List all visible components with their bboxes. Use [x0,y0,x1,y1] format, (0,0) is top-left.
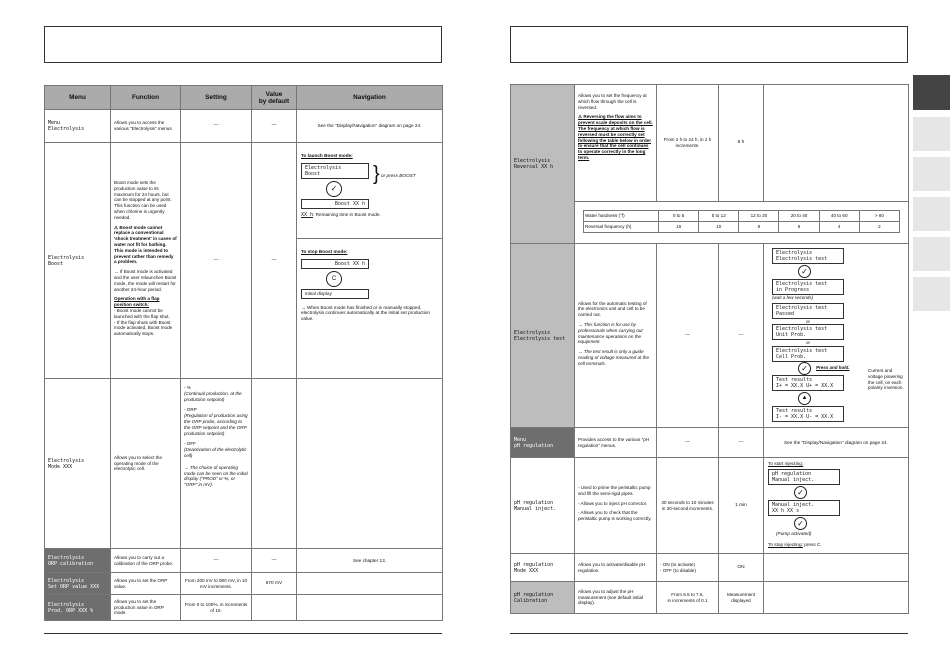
side-tab[interactable] [913,277,950,311]
hardness-label: Water hardness (°f) [584,211,659,222]
menu-cell: pH regulation Mode XXX [511,554,575,582]
navigation-cell: See the "Display/Navigation" diagram on page 24. [764,428,909,458]
navigation-cell: See chapter 13. [297,549,443,573]
lcd-test-in-progress: Electrolysis test in Progress [772,279,844,295]
table-row [45,379,443,549]
right-footer-line [510,633,908,634]
inject-corrector: - Allows you to inject pH corrector. [578,500,648,506]
test-note-guide: → The test result is only a guide reading of voltage measured at the cell terminals. [578,349,649,366]
ok-button-icon[interactable]: ✓ [794,517,807,530]
boost-warning: ⚠ Boost mode cannot replace a conventional 'shock treatment' in cases of water not fit for bathing. This mode is intended to prevent rather than remedy a problem. [114,224,177,265]
setting-cell: From 0 to 100%, in increments of 10. [181,595,252,621]
flap-note-b: - If the flap shuts with Boost mode activated, Boost mode automatically stops. [114,319,173,337]
col-function-header: Function [111,86,181,110]
ok-button-icon[interactable]: ✓ [798,265,811,278]
setting-cell: — [657,244,719,428]
function-cell [575,244,657,428]
frequency-value: 2 [859,222,899,233]
menu-cell: Electrolysis Boost [45,143,111,379]
lcd-test-results-minus: Test results I- = XX.X U- = XX.X [772,406,844,422]
initial-display-box: Initial display [301,289,369,299]
hardness-value: > 60 [859,211,899,222]
menu-cell: Electrolysis Mode XXX [45,379,111,549]
table-row [511,458,909,554]
test-desc: Allows for the automatic testing of the electronics unit and cell to be carried out. [578,300,647,318]
flap-note-a: - Boost mode cannot be launched with the flap shut. [114,307,170,319]
lcd-cell-prob: Electrolysis test Cell Prob. [772,346,844,362]
side-tab-active[interactable] [913,75,950,110]
current-voltage-note: Current and voltage powering the cell, on each polarity inversion. [868,368,904,391]
ok-button-icon[interactable]: ✓ [326,181,342,197]
ok-button-icon[interactable]: ✓ [794,486,807,499]
wait-note: (wait a few seconds) [772,295,814,300]
value-cell: — [719,244,764,428]
mode-orp-desc: (Regulation of production using the ORP probe, according to the ORP setpoint and the ORP production setpoint) [184,413,248,436]
frequency-label: Reversal frequency (h) [584,222,659,233]
navigation-cell [764,244,909,428]
table-row [511,428,909,458]
function-cell: Allows you to set the production value in ORP mode. [111,595,181,621]
right-menu-table [510,84,909,614]
remaining-code: XX h [301,211,314,218]
or-label: or [805,340,810,345]
table-row [511,244,909,428]
mode-pct: - % [184,385,191,390]
function-cell: Allows you to carry out a calibration of the ORP probe. [111,549,181,573]
value-cell: 1 min [719,458,764,554]
boost-finished-note: → When Boost mode has finished or is manually stopped, electrolysis continues automatically at the initial set production value. [301,304,430,322]
value-cell: 6 h [719,85,764,202]
up-arrow-icon[interactable]: ▲ [798,392,811,405]
table-row [511,554,909,582]
function-cell: Allows you to set the ORP value. [111,573,181,595]
pump-activated: (Pump activated) [776,530,812,536]
setting-cell: From 200 mV to 900 mV, in 10 mV increments. [181,573,252,595]
hardness-value: 5 to 12 [699,211,739,222]
start-inject-title: To start injecting: [768,461,804,466]
left-menu-table [44,85,443,621]
cancel-c-button-icon[interactable]: C [326,271,342,287]
boost-relaunch-note: → If Boost mode is activated and the user relaunches Boost mode, the mode will restart for another 24-hour period. [114,269,177,292]
ok-button-icon[interactable]: ✓ [798,362,811,375]
menu-cell: Menu Electrolysis [45,110,111,143]
navigation-cell [764,554,909,582]
setting-cell: From 6.5 to 7.5, in increments of 0.1 [657,582,719,614]
menu-cell: Electrolysis ORP calibration [45,549,111,573]
function-cell: Allows you to activate/disable pH regulation. [575,554,657,582]
side-tab[interactable] [913,117,950,151]
col-value-header: Value by default [252,86,297,110]
function-cell [111,143,181,379]
table-row [511,582,909,614]
value-cell: ON [719,554,764,582]
stop-inject-text: press C. [802,541,822,547]
navigation-cell: To launch Boost mode: Electrolysis Boost or press BOOST } ✓ Boost XX h XX h: Remaining time in Boost mode. To stop Boost mode: Boost XX h C Initial display → When Boost mode has finished or is manually stopped, electrolysis continues automatically at the initial set production value. [297,143,443,379]
frequency-value: 6 [779,222,819,233]
remaining-note: : Remaining time in Boost mode. [313,211,381,217]
menu-cell: Electrolysis Reversal XX h [511,85,575,244]
col-menu-header: Menu [45,86,111,110]
lcd-manual-inject: pH regulation Manual inject. [768,469,840,485]
hardness-value: 40 to 60 [819,211,859,222]
frequency-value: 16 [659,222,699,233]
left-footer-line [44,633,442,634]
value-cell: — [719,428,764,458]
lcd-boost-hours: Boost XX h [301,199,369,209]
lcd-unit-prob: Electrolysis test Unit Prob. [772,324,844,340]
table-row [45,143,443,379]
menu-cell: Electrolysis Electrolysis test [511,244,575,428]
lcd-test-passed: Electrolysis test Passed [772,303,844,319]
side-tab[interactable] [913,237,950,271]
right-header-box [510,26,908,63]
setting-cell: 30 seconds to 10 minutes in 30-second increments. [657,458,719,554]
inject-prime: - Used to prime the peristaltic pump and fill the semi-rigid pipes. [578,485,651,496]
function-cell [575,85,657,202]
mode-note: → The choice of operating mode can be seen on the initial display ("PROD" or %, or "ORP" in mV). [184,464,248,488]
side-tab[interactable] [913,157,950,191]
menu-cell: pH regulation Calibration [511,582,575,614]
reversal-warning: ⚠ Reversing the flow aims to prevent scale deposits on the cell. The frequency at which flow is reversed must be correctly set following the table below in order to ensure that the cell continues to operate correctly in the long term. [578,114,653,160]
value-cell: 670 mV [252,573,297,595]
function-cell [575,458,657,554]
table-row [45,595,443,621]
stop-boost-title: To stop Boost mode: [301,249,348,254]
lcd-inject-timer: Manual inject. XX h XX s [768,500,840,516]
value-cell: — [252,549,297,573]
press-hold-label: Press and hold. [816,364,850,370]
hardness-table [583,210,900,233]
function-cell: Allows you to select the operating mode of the electrolytic cell. [111,379,181,549]
navigation-cell [297,595,443,621]
col-navigation-header: Navigation [297,86,443,110]
boost-desc: Boost mode sets the production value to its maximum for 24 hours, but can be stopped at any point. This function can be used when chlorine is urgently needed. [114,180,172,220]
mode-off-desc: (Deactivation of the electrolytic cell) [184,447,247,458]
hardness-cell [575,202,909,244]
lcd-boost-hours-stop: Boost XX h [301,259,369,269]
navigation-cell [764,458,909,554]
table-row [45,573,443,595]
menu-cell: Electrolysis Set ORP value XXX [45,573,111,595]
col-setting-header: Setting [181,86,252,110]
navigation-cell [764,582,909,614]
function-cell: Allows you to access the various "Electrolysis" menus. [111,110,181,143]
table-row [511,85,909,202]
navigation-cell [764,85,909,202]
mode-orp: - ORP [184,407,197,413]
stop-inject-title: To stop injecting: [768,541,803,547]
function-cell: Provides access to the various "pH regulation" menus. [575,428,657,458]
reversal-desc: Allows you to set the frequency at which flow through the cell is reversed. [578,93,647,110]
inject-check: - Allows you to check that the peristaltic pump is working correctly. [578,510,652,522]
hardness-value: 0 to 5 [659,211,699,222]
table-row [45,110,443,143]
frequency-value: 8 [739,222,779,233]
value-cell: — [252,143,297,379]
table-row [45,549,443,573]
setting-cell: — [181,143,252,379]
value-cell [252,379,297,549]
menu-cell: Electrolysis Prod. ORP XXX % [45,595,111,621]
lcd-electrolysis-boost: Electrolysis Boost [301,163,369,179]
navigation-cell: See the "Display/Navigation" diagram on page 24. [297,110,443,143]
frequency-value: 10 [699,222,739,233]
value-cell: Measurement displayed [719,582,764,614]
value-cell: — [252,110,297,143]
setting-cell [181,379,252,549]
flap-title: Operation with a flap position switch: [114,296,160,308]
menu-cell: pH regulation Manual inject. [511,458,575,554]
navigation-cell [297,573,443,595]
function-cell: Allows you to adjust the pH measurement (see default initial display). [575,582,657,614]
setting-cell: - ON (to activate) - OFF (to disable) [657,554,719,582]
side-tab[interactable] [913,197,950,231]
setting-cell: — [657,428,719,458]
setting-cell: — [181,110,252,143]
mode-pct-desc: (Continual production, at the production setpoint) [184,390,242,402]
hardness-value: 12 to 20 [739,211,779,222]
test-note-pro: → This function is for use by professionals when carrying out maintenance operations on the equipment. [578,321,643,345]
left-header-box [44,26,442,63]
navigation-cell [297,379,443,549]
lcd-test-results-plus: Test results I+ = XX.X U+ = XX.X [772,375,844,391]
setting-cell: — [181,549,252,573]
value-cell [252,595,297,621]
hardness-value: 20 to 40 [779,211,819,222]
lcd-electrolysis-test: Electrolysis Electrolysis test [772,248,844,264]
or-label: or [805,318,810,324]
menu-cell: Menu pH regulation [511,428,575,458]
press-boost-label: or press BOOST [381,172,416,178]
mode-off: - OFF [184,441,196,447]
setting-cell: From 2 h to 24 h, in 2 h increments. [657,85,719,202]
frequency-value: 4 [819,222,859,233]
launch-boost-title: To launch Boost mode: [301,153,353,158]
